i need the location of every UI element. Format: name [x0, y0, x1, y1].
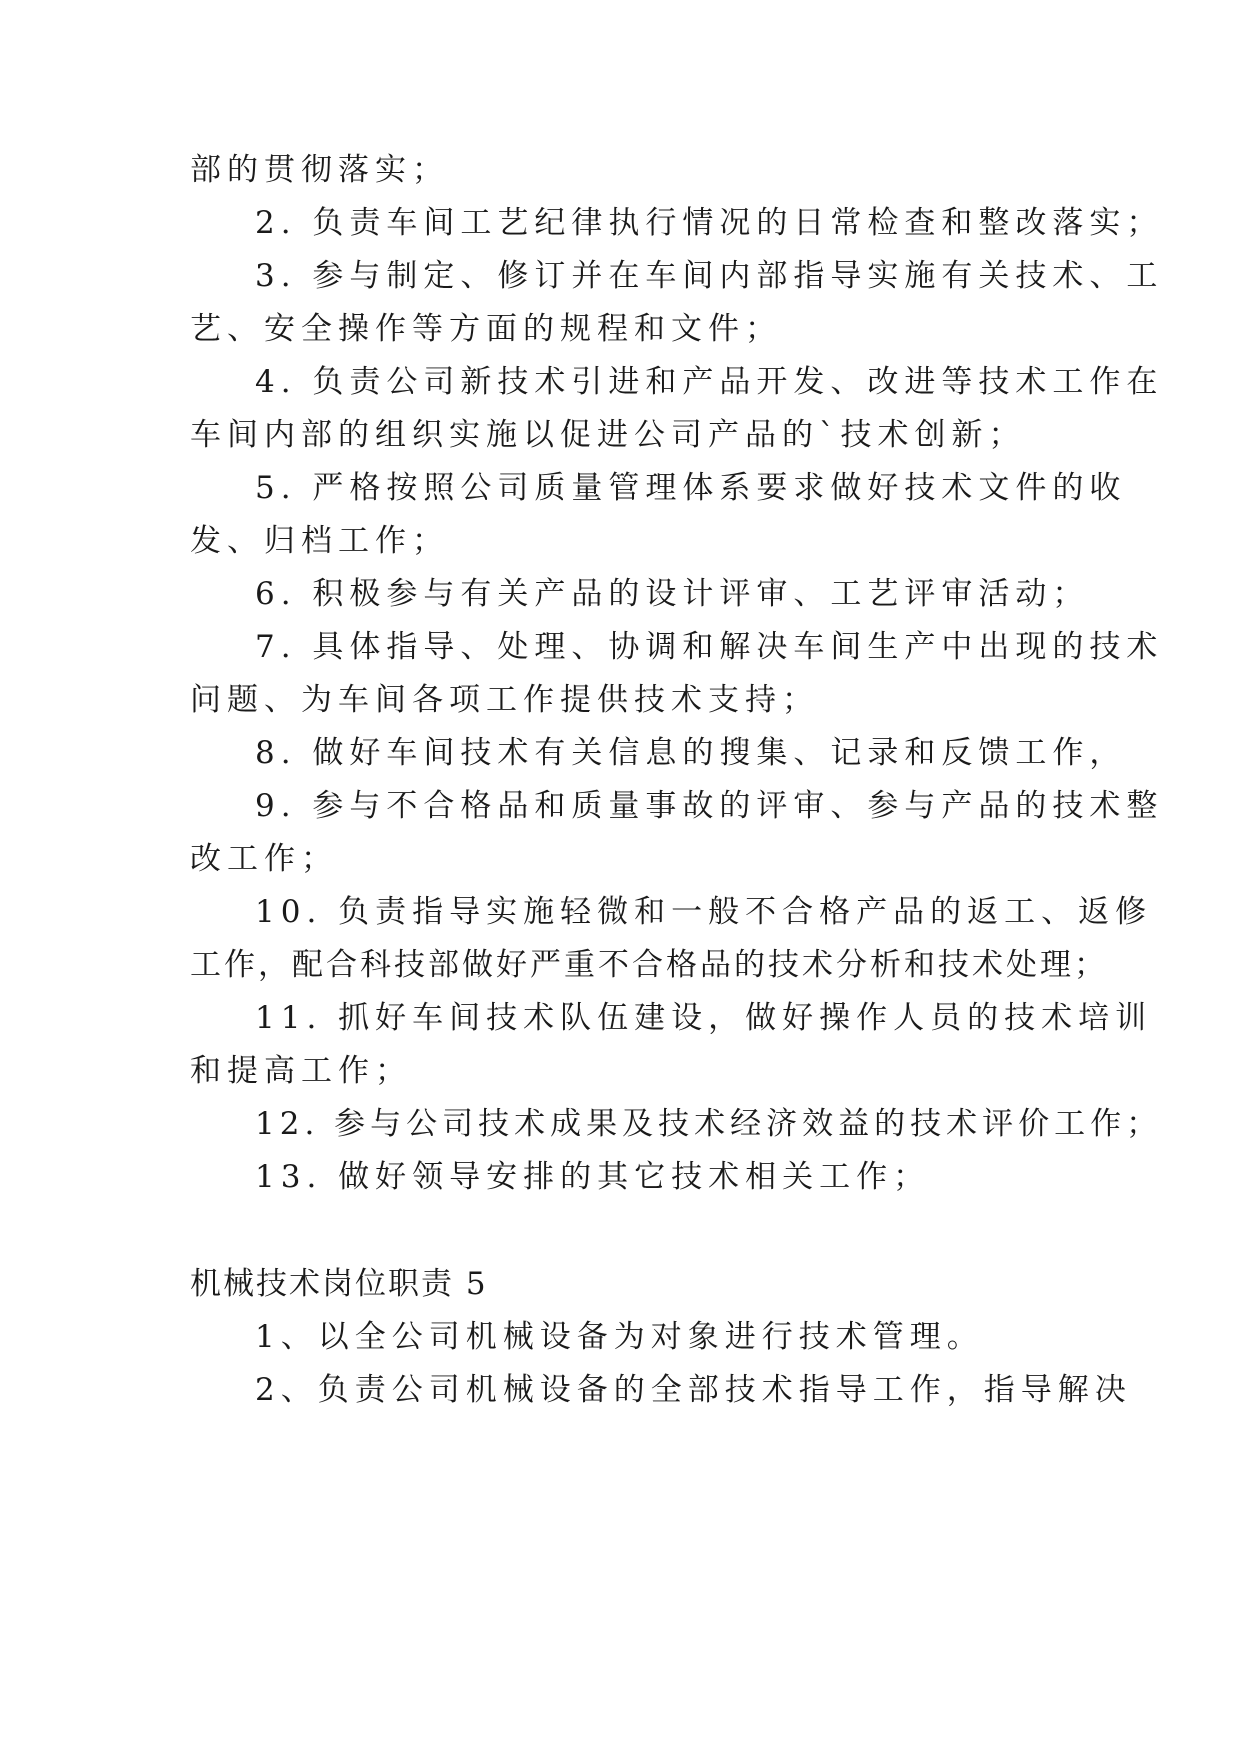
- text-line: 3. 参与制定、修订并在车间内部指导实施有关技术、工: [255, 258, 1164, 294]
- section-heading: 机械技术岗位职责 5: [190, 1266, 488, 1302]
- text-line: 12. 参与公司技术成果及技术经济效益的技术评价工作；: [255, 1106, 1163, 1142]
- text-line: 部的贯彻落实；: [190, 152, 449, 188]
- text-line: 7. 具体指导、处理、协调和解决车间生产中出现的技术: [255, 629, 1164, 665]
- text-line: 4. 负责公司新技术引进和产品开发、改进等技术工作在: [255, 364, 1164, 400]
- text-line: 和提高工作；: [190, 1053, 412, 1089]
- text-line: 工作，配合科技部做好严重不合格品的技术分析和技术处理；: [190, 947, 1108, 983]
- text-line: 发、归档工作；: [190, 523, 449, 559]
- text-line: 5. 严格按照公司质量管理体系要求做好技术文件的收: [255, 470, 1127, 506]
- text-line: 8. 做好车间技术有关信息的搜集、记录和反馈工作，: [255, 735, 1127, 771]
- text-line: 11. 抓好车间技术队伍建设，做好操作人员的技术培训: [255, 1000, 1153, 1036]
- text-line: 艺、安全操作等方面的规程和文件；: [190, 311, 782, 347]
- text-line: 车间内部的组织实施以促进公司产品的`技术创新；: [190, 417, 1026, 453]
- text-line: 13. 做好领导安排的其它技术相关工作；: [255, 1159, 931, 1195]
- text-line: 1、以全公司机械设备为对象进行技术管理。: [255, 1319, 984, 1355]
- text-line: 2、负责公司机械设备的全部技术指导工作，指导解决: [255, 1372, 1132, 1408]
- text-line: 6. 积极参与有关产品的设计评审、工艺评审活动；: [255, 576, 1090, 612]
- text-line: 2. 负责车间工艺纪律执行情况的日常检查和整改落实；: [255, 205, 1164, 241]
- text-line: 问题、为车间各项工作提供技术支持；: [190, 682, 819, 718]
- text-line: 改工作；: [190, 841, 338, 877]
- text-line: 10. 负责指导实施轻微和一般不合格产品的返工、返修: [255, 894, 1153, 930]
- text-line: 9. 参与不合格品和质量事故的评审、参与产品的技术整: [255, 788, 1164, 824]
